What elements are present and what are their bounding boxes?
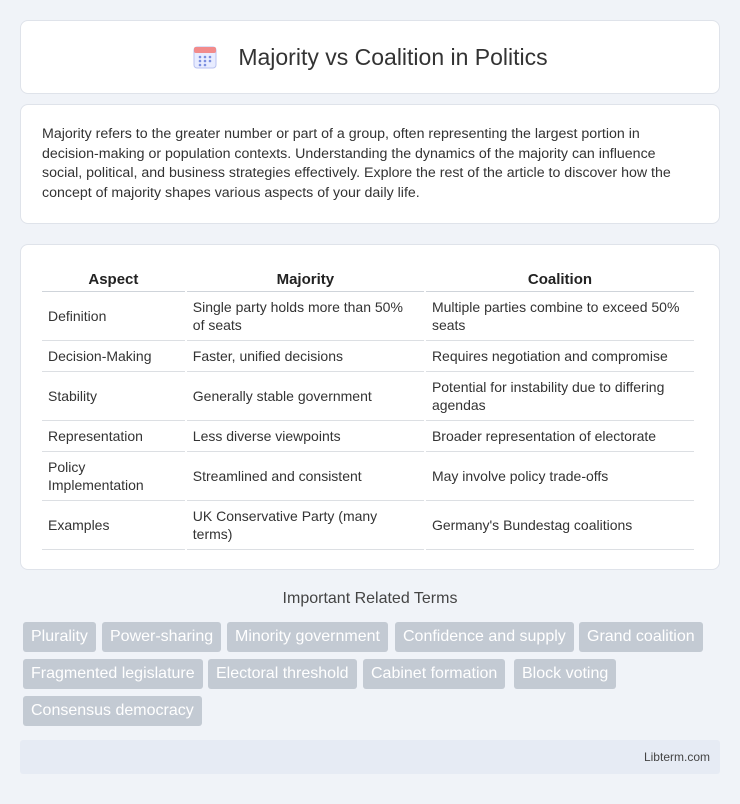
- table-cell: Generally stable government: [187, 372, 424, 421]
- column-header-coalition: Coalition: [426, 265, 694, 292]
- table-cell: Stability: [42, 372, 185, 421]
- page-title: Majority vs Coalition in Politics: [238, 43, 548, 70]
- calendar-icon: [192, 44, 218, 70]
- tag-cabinet-formation[interactable]: Cabinet formation: [363, 659, 505, 689]
- table-row: [42, 372, 694, 421]
- table-cell: UK Conservative Party (many terms): [187, 501, 424, 550]
- tag-power-sharing[interactable]: Power-sharing: [102, 622, 221, 652]
- table-cell: Single party holds more than 50% of seats: [187, 292, 424, 341]
- table-row: [42, 501, 694, 550]
- table-row: [42, 421, 694, 452]
- tag-block-voting[interactable]: Block voting: [514, 659, 616, 689]
- header-card: [20, 20, 720, 94]
- table-cell: Potential for instability due to differing agendas: [426, 372, 694, 421]
- comparison-table: [40, 265, 696, 550]
- table-cell: Requires negotiation and compromise: [426, 341, 694, 372]
- column-header-aspect: Aspect: [42, 265, 185, 292]
- column-header-majority: Majority: [187, 265, 424, 292]
- table-cell: Examples: [42, 501, 185, 550]
- table-cell: Decision-Making: [42, 341, 185, 372]
- tag-plurality[interactable]: Plurality: [23, 622, 96, 652]
- tag-fragmented-legislature[interactable]: Fragmented legislature: [23, 659, 203, 689]
- table-cell: Germany's Bundestag coalitions: [426, 501, 694, 550]
- table-cell: Less diverse viewpoints: [187, 421, 424, 452]
- comparison-card: [20, 244, 720, 570]
- related-terms-title: Important Related Terms: [282, 590, 458, 607]
- intro-text: Majority refers to the greater number or part of a group, often representing the largest portion in decision-making or population contexts. Understanding the dynamics of the majority can influence social, political, and business strategies effectively. Explore the rest of the article to discover how the concept of majority shapes various aspects of your daily life.: [42, 126, 671, 201]
- footer: [20, 740, 720, 774]
- table-row: [42, 341, 694, 372]
- tag-electoral-threshold[interactable]: Electoral threshold: [208, 659, 357, 689]
- tag-grand-coalition[interactable]: Grand coalition: [579, 622, 703, 652]
- intro-card: [20, 104, 720, 224]
- table-cell: Broader representation of electorate: [426, 421, 694, 452]
- tag-minority-government[interactable]: Minority government: [227, 622, 388, 652]
- table-cell: Policy Implementation: [42, 452, 185, 501]
- tag-confidence-and-supply[interactable]: Confidence and supply: [395, 622, 574, 652]
- table-cell: Streamlined and consistent: [187, 452, 424, 501]
- footer-site-link[interactable]: Libterm.com: [643, 750, 710, 764]
- table-row: [42, 452, 694, 501]
- table-cell: Definition: [42, 292, 185, 341]
- table-row: [42, 292, 694, 341]
- tag-consensus-democracy[interactable]: Consensus democracy: [23, 696, 202, 726]
- table-cell: Multiple parties combine to exceed 50% seats: [426, 292, 694, 341]
- table-cell: May involve policy trade-offs: [426, 452, 694, 501]
- table-cell: Faster, unified decisions: [187, 341, 424, 372]
- table-cell: Representation: [42, 421, 185, 452]
